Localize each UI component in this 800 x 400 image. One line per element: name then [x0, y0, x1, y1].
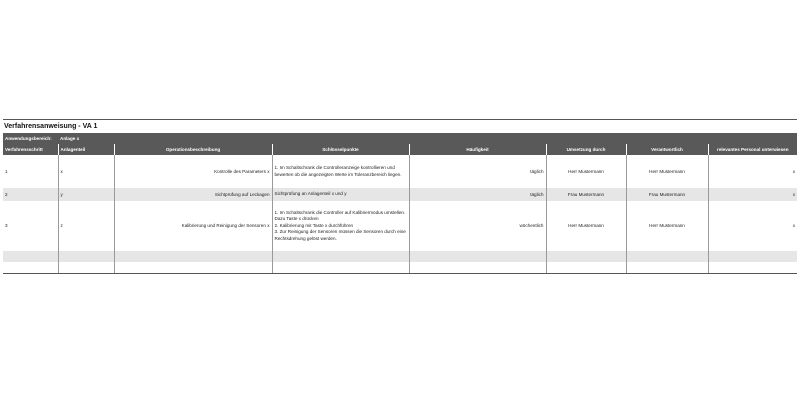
procedure-sheet [3, 119, 797, 274]
cell-step: 1 [3, 155, 58, 188]
cell-part: z [58, 201, 114, 251]
column-header-row [3, 144, 797, 155]
cell-keypoints: Sichtprüfung an Anlagenteil x und y [272, 188, 409, 201]
cell-responsible: Herr Mustermann [626, 155, 708, 188]
cell-operation: Sichtprüfung auf Leckagen [114, 188, 272, 201]
cell-trained: x [708, 188, 797, 201]
bottom-rule [3, 273, 797, 274]
header-frequency: Häufigkeit [409, 144, 546, 155]
cell-step: 2 [3, 188, 58, 201]
empty-cell [272, 262, 409, 273]
empty-cell [708, 262, 797, 273]
header-responsible: Verantwortlich [626, 144, 708, 155]
cell-responsible: Herr Mustermann [626, 201, 708, 251]
scope-label: Anwendungsbereich: [3, 133, 58, 144]
cell-executed-by: Frau Mustermann [546, 188, 626, 201]
cell-executed-by: Herr Mustermann [546, 201, 626, 251]
cell-operation: Kontrolle des Parameters x [114, 155, 272, 188]
empty-cell [708, 251, 797, 262]
empty-cell [114, 262, 272, 273]
cell-keypoints: 1. Im Schaltschrank die Controlleranzeige kontrollieren und bewerten ob die angezeigten Werte im Toleranzbereich liegen. [272, 155, 409, 188]
document-title: Verfahrensanweisung - VA 1 [4, 123, 98, 130]
table-row [3, 155, 797, 188]
header-operation: Operationsbeschreibung [114, 144, 272, 155]
empty-cell [409, 251, 546, 262]
cell-frequency: täglich [409, 188, 546, 201]
scope-value: Anlage x [58, 133, 797, 144]
header-keypoints: Schlüsselpunkte [272, 144, 409, 155]
empty-cell [58, 262, 114, 273]
cell-operation: Kalibrierung und Reinigung der Sensoren x [114, 201, 272, 251]
empty-cell [626, 251, 708, 262]
cell-part: x [58, 155, 114, 188]
cell-executed-by: Herr Mustermann [546, 155, 626, 188]
empty-cell [3, 251, 58, 262]
empty-cell [114, 251, 272, 262]
empty-cell [546, 262, 626, 273]
header-step: Verfahrensschritt [3, 144, 58, 155]
cell-frequency: täglich [409, 155, 546, 188]
empty-row [3, 262, 797, 273]
empty-cell [3, 262, 58, 273]
empty-cell [626, 262, 708, 273]
cell-part: y [58, 188, 114, 201]
cell-responsible: Frau Mustermann [626, 188, 708, 201]
empty-cell [58, 251, 114, 262]
header-executed-by: Umsetzung durch [546, 144, 626, 155]
empty-cell [546, 251, 626, 262]
scope-row [3, 133, 797, 144]
header-part: Anlagenteil [58, 144, 114, 155]
empty-cell [272, 251, 409, 262]
procedure-table [3, 133, 797, 273]
table-row [3, 188, 797, 201]
table-row [3, 201, 797, 251]
cell-trained: x [708, 155, 797, 188]
empty-row [3, 251, 797, 262]
cell-keypoints: 1. Im Schaltschrank die Controller auf Kalibriermodus umstellen. Dazu Taste x drücken 2. Kalibrierung mit Taste x durchführen 3. Zur Reinigung der Sensoren müssen die Sensoren durch eine Rechtsdrehung gelöst werden. [272, 201, 409, 251]
empty-cell [409, 262, 546, 273]
header-trained: relevantes Personal unterwiesen [708, 144, 797, 155]
cell-step: 3 [3, 201, 58, 251]
cell-frequency: wöchentlich [409, 201, 546, 251]
cell-trained: x [708, 201, 797, 251]
